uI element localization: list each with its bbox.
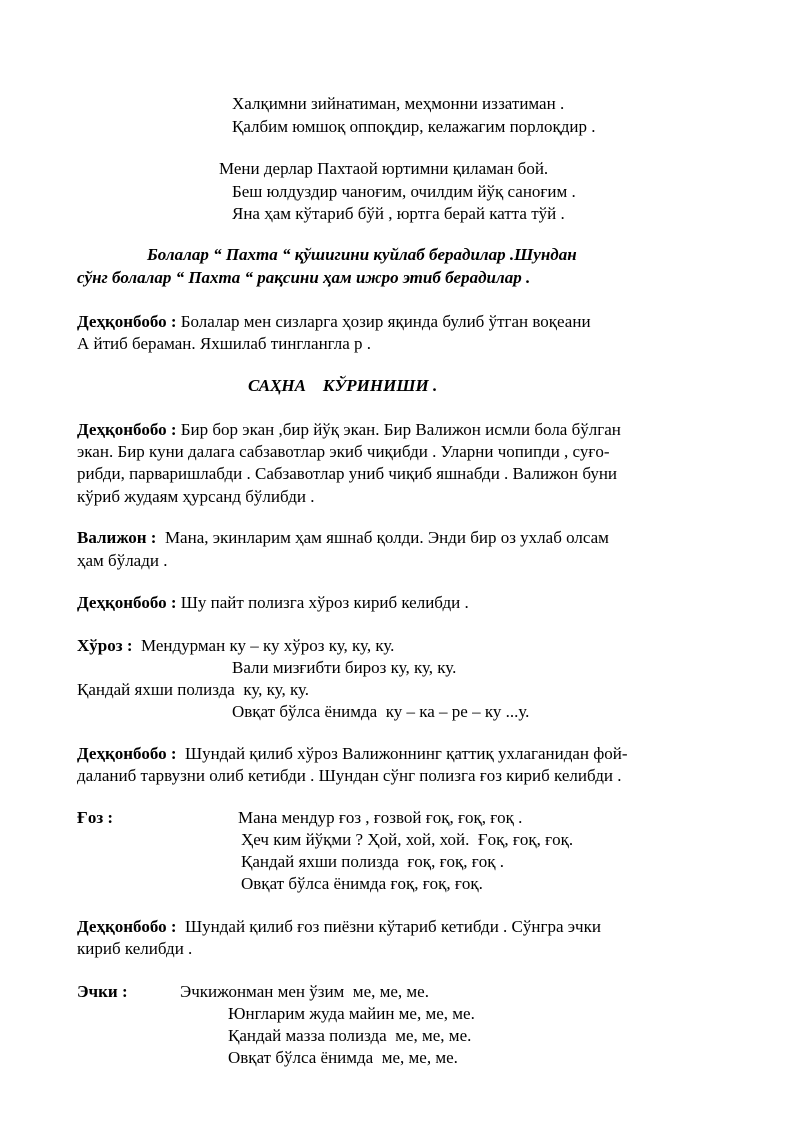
poem2-line3: Яна ҳам кўтариб бўй , юртга берай катта тўй . (232, 204, 565, 223)
block2-line2: экан. Бир куни далага сабзавотлар экиб чиқибди . Уларни чопипди , суғо- (77, 442, 610, 461)
speaker-dehqonbobo: Деҳқонбобо : (77, 917, 177, 936)
speaker-goz: Ғоз : (77, 808, 114, 827)
block3-text1: Мана, экинларим ҳам яшнаб қолди. Энди бир оз ухлаб олсам (156, 528, 609, 547)
block2-line3: рибди, парваришлабди . Сабзавотлар униб чиқиб яшнабди . Валижон буни (77, 464, 618, 483)
speaker-dehqonbobo: Деҳқонбобо : (77, 420, 177, 439)
block7-line4: Овқат бўлса ёнимда ғоқ, ғоқ, ғоқ. (241, 874, 483, 893)
block7-line3: Қандай яхши полизда ғоқ, ғоқ, ғоқ . (241, 852, 505, 871)
block5-line1 (77, 635, 394, 657)
speaker-dehqonbobo: Деҳқонбобо : (77, 744, 177, 763)
block8-line1 (77, 916, 601, 938)
block5-line2: Вали мизғибти бироз ку, ку, ку. (232, 658, 457, 677)
block3-line2: ҳам бўлади . (77, 551, 168, 570)
block5-line3: Қандай яхши полизда ку, ку, ку. (77, 680, 310, 699)
block7-line1: Мана мендур ғоз , ғозвой ғоқ, ғоқ, ғоқ . (238, 808, 523, 827)
block4-line1 (77, 592, 469, 614)
block5-line4: Овқат бўлса ёнимда ку – ка – ре – ку ...у. (232, 702, 530, 721)
poem1-line1: Халқимни зийнатиман, меҳмонни иззатиман . (232, 94, 565, 113)
block6-text1: Шундай қилиб хўроз Валижоннинг қаттиқ ухлаганидан фой- (176, 744, 628, 763)
block2-line4: кўриб жудаям ҳурсанд бўлибди . (77, 487, 315, 506)
block1-text1: Болалар мен сизларга ҳозир яқинда булиб ўтган воқеани (176, 312, 591, 331)
block1-line2: А йтиб бераман. Яхшилаб тинглангла р . (77, 334, 372, 353)
block6-line2: даланиб тарвузни олиб кетибди . Шундан сўнг полизга ғоз кириб келибди . (77, 766, 622, 785)
block9-line3: Қандай мазза полизда ме, ме, ме. (228, 1026, 472, 1045)
block9-line2: Юнгларим жуда майин ме, ме, ме. (228, 1004, 475, 1023)
block1-line1 (77, 311, 591, 333)
stage-note-line1: Болалар “ Пахта “ қўшигини куйлаб берадилар .Шундан (147, 245, 577, 264)
speaker-echki: Эчки : (77, 982, 128, 1001)
block7-line2: Ҳеч ким йўқми ? Ҳой, хой, хой. Ғоқ, ғоқ, ғоқ. (241, 830, 574, 849)
speaker-dehqonbobo: Деҳқонбобо : (77, 593, 177, 612)
speaker-dehqonbobo: Деҳқонбобо : (77, 312, 177, 331)
scene-title: САҲНА КЎРИНИШИ . (248, 376, 438, 395)
block3-line1 (77, 527, 609, 549)
block9-line1: Эчкижонман мен ўзим ме, ме, ме. (180, 982, 429, 1001)
poem2-line1: Мени дерлар Пахтаой юртимни қиламан бой. (219, 159, 549, 178)
block4-text1: Шу пайт полизга хўроз кириб келибди . (176, 593, 469, 612)
poem1-line2: Қалбим юмшоқ оппоқдир, келажагим порлоқдир . (232, 117, 596, 136)
block8-line2: кириб келибди . (77, 939, 193, 958)
block6-line1 (77, 743, 628, 765)
stage-note-line2: сўнг болалар “ Пахта “ рақсини ҳам ижро этиб берадилар . (77, 268, 531, 287)
block8-text1: Шундай қилиб ғоз пиёзни кўтариб кетибди . Сўнгра эчки (176, 917, 601, 936)
block5-text1: Мендурман ку – ку хўроз ку, ку, ку. (132, 636, 395, 655)
block2-line1 (77, 419, 621, 441)
speaker-valijon: Валижон : (77, 528, 157, 547)
speaker-xoroz: Хўроз : (77, 636, 133, 655)
block9-line4: Овқат бўлса ёнимда ме, ме, ме. (228, 1048, 458, 1067)
block2-text1: Бир бор экан ,бир йўқ экан. Бир Валижон исмли бола бўлган (176, 420, 621, 439)
poem2-line2: Беш юлдуздир чаноғим, очилдим йўқ саноғим . (232, 182, 576, 201)
